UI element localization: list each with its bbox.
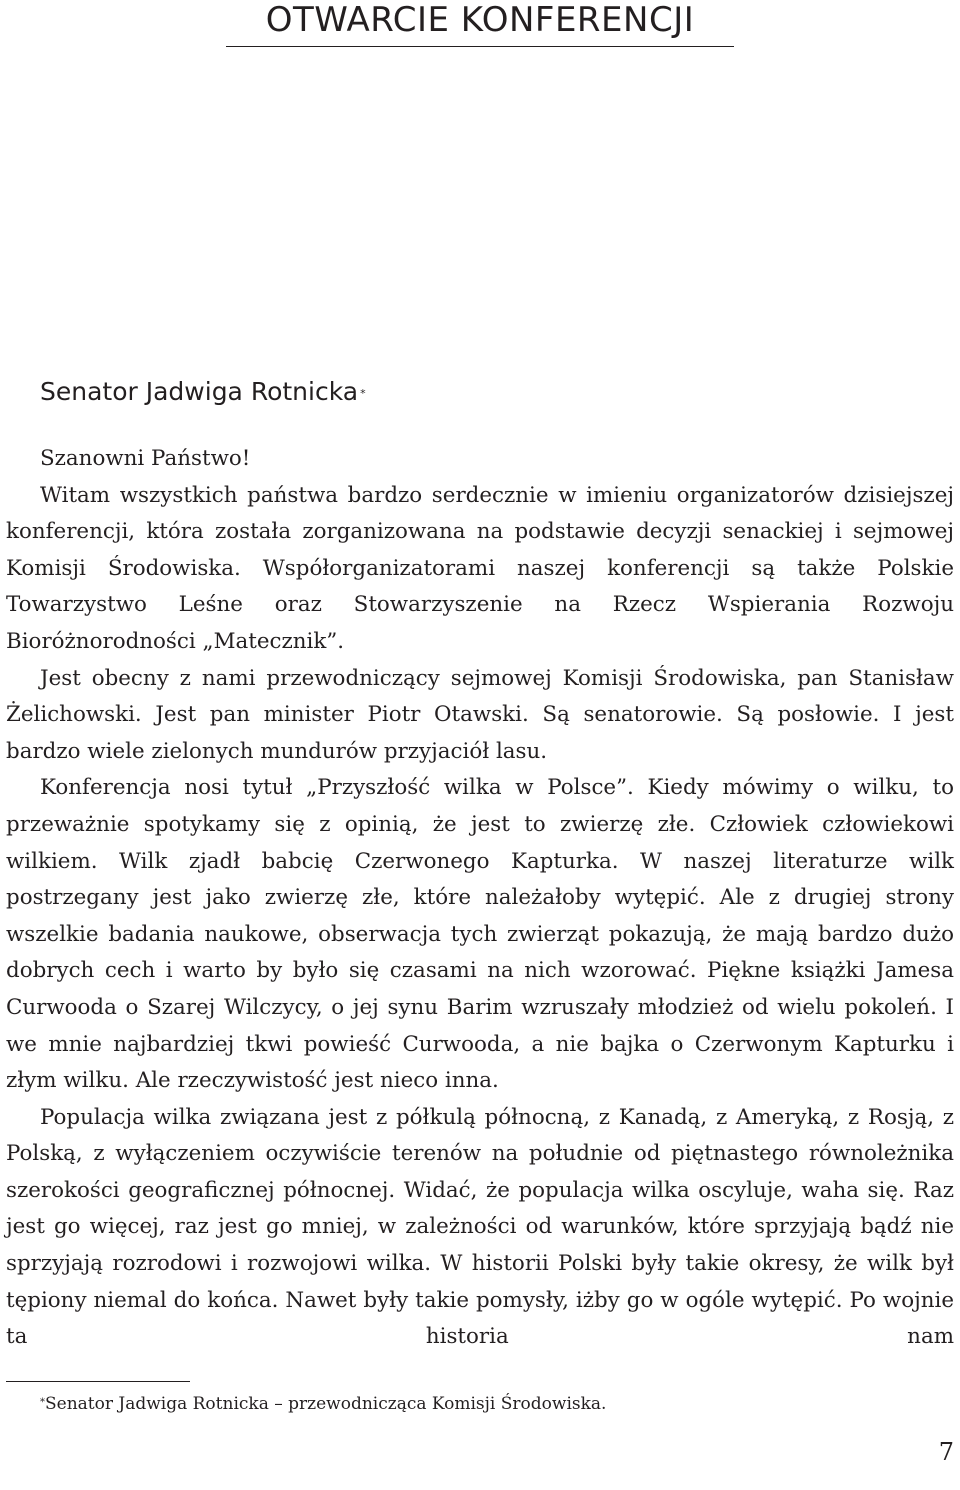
footnote-rule — [6, 1381, 190, 1382]
paragraph: Konferencja nosi tytuł „Przyszłość wilka w Polsce”. Kiedy mówimy o wilku, to przeważnie spotykamy się z opinią, że jest to zwierzę złe. Człowiek człowiekowi wilkiem. Wilk zjadł babcię Czerwonego Kapturka. W naszej literaturze wilk postrzegany jest jako zwierzę złe, które należałoby wytępić. Ale z drugiej strony wszelkie badania naukowe, obserwacja tych zwierząt pokazują, że mają bardzo dużo dobrych cech i warto by było się czasami na nich wzorować. Piękne książki Jamesa Curwooda o Szarej Wilczycy, o jej synu Barim wzruszały młodzież od wielu pokoleń. I we mnie najbardziej tkwi powieść Curwooda, a nie bajka o Czerwonym Kapturku i złym wilku. Ale rzeczywistość jest nieco inna. — [6, 775, 954, 1094]
footnote-text: Senator Jadwiga Rotnicka – przewodnicząca Komisji Środowiska. — [45, 1394, 607, 1414]
speaker-heading — [40, 374, 366, 410]
paragraph: Jest obecny z nami przewodniczący sejmowej Komisji Środowiska, pan Stanisław Żelichowski. Jest pan minister Piotr Otawski. Są senatorowie. Są posłowie. I jest bardzo wiele zielonych mundurów przyjaciół lasu. — [6, 665, 954, 764]
chapter-title: OTWARCIE KONFERENCJI — [265, 0, 695, 40]
paragraph: Witam wszystkich państwa bardzo serdecznie w imieniu organizatorów dzisiejszej konferencji, która została zorganizowana na podstawie decyzji senackiej i sejmowej Komisji Środowiska. Współorganizatorami naszej konferencji są także Polskie Towarzystwo Leśne oraz Stowarzyszenie na Rzecz Wspierania Rozwoju Bioróżnorodności „Matecznik”. — [6, 482, 954, 654]
footnote — [40, 1390, 606, 1418]
title-underline — [226, 46, 734, 47]
speech-body — [6, 441, 954, 1356]
paragraph-greeting: Szanowni Państwo! — [40, 446, 251, 471]
footnote-marker: * — [360, 387, 366, 400]
speaker-name: Senator Jadwiga Rotnicka — [40, 377, 359, 406]
footnote-marker: * — [40, 1397, 45, 1408]
paragraph: Populacja wilka związana jest z półkulą północną, z Kanadą, z Ameryką, z Rosją, z Polską, z wyłączeniem oczywiście terenów na południe od piętnastego równoleżnika szerokości geograficznej północnej. Widać, że populacja wilka oscyluje, waha się. Raz jest go więcej, raz jest go mniej, w zależności od warunków, które sprzyjają bądź nie sprzyjają rozrodowi i rozwojowi wilka. W historii Polski były takie okresy, że wilk był tępiony niemal do końca. Nawet były takie pomysły, iżby go w ogóle wytępić. Po wojnie ta historia nam — [6, 1104, 954, 1350]
page-number: 7 — [938, 1438, 954, 1466]
